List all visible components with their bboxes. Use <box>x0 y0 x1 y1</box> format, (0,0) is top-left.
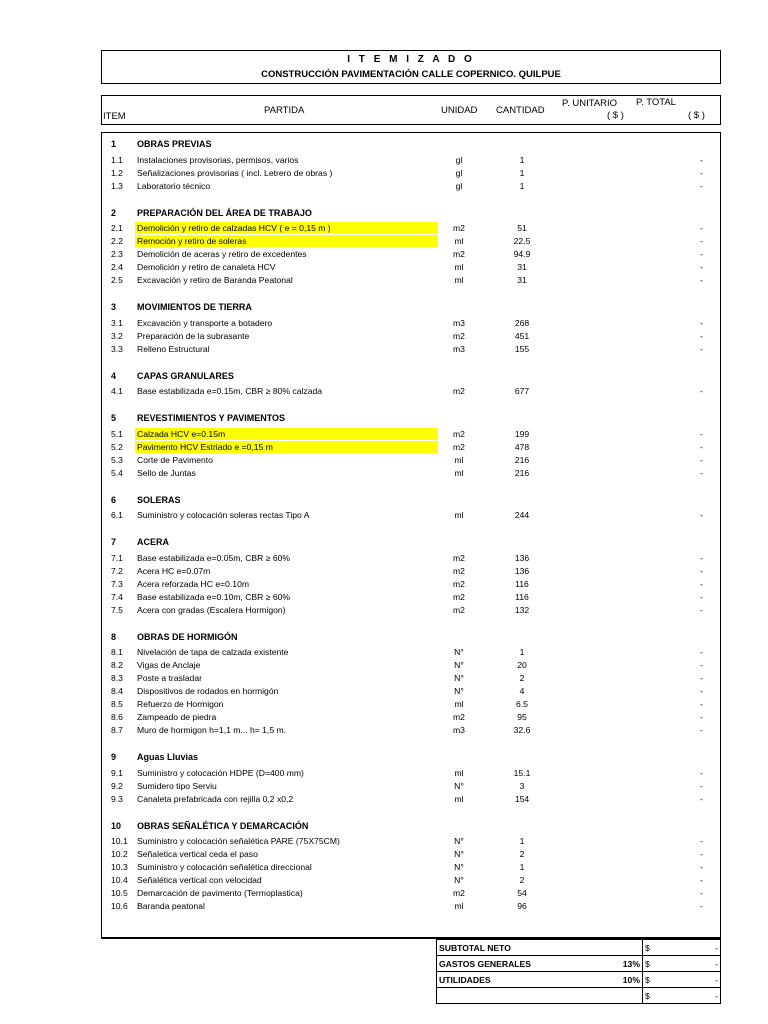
item-number: 2.1 <box>111 223 123 233</box>
item-unit: ml <box>454 467 464 478</box>
item-unit: N° <box>454 849 464 859</box>
item-number: 10 <box>111 820 122 831</box>
item-number: 6.1 <box>111 510 123 520</box>
item-total: - <box>700 699 703 709</box>
item-description: Base estabilizada e=0.05m, CBR ≥ 60% <box>137 552 291 563</box>
item-number: 8 <box>111 631 117 642</box>
item-unit: m2 <box>453 712 465 722</box>
item-number: 9 <box>111 752 117 762</box>
table-row <box>102 659 722 672</box>
item-total: - <box>700 565 703 576</box>
item-unit: ml <box>454 793 464 804</box>
table-row <box>102 724 722 737</box>
table-row <box>102 604 722 617</box>
currency-symbol: $ <box>644 958 650 969</box>
item-number: 1.2 <box>111 167 123 178</box>
item-description: Acera HC e=0.07m <box>137 565 211 576</box>
item-unit: m2 <box>453 386 465 396</box>
summary-row <box>437 940 721 956</box>
table-row <box>102 317 722 330</box>
item-description: Acera reforzada HC e=0.10m <box>137 578 250 589</box>
item-quantity: 51 <box>517 223 527 233</box>
item-quantity: 136 <box>514 552 530 563</box>
item-number: 8.7 <box>111 725 123 735</box>
item-quantity: 116 <box>515 578 529 589</box>
item-unit: gl <box>455 180 463 191</box>
project-name: CONSTRUCCIÓN PAVIMENTACIÓN CALLE COPERNICO. QUILPUE <box>261 69 561 80</box>
item-description: Excavación y transporte a botadero <box>137 317 273 328</box>
item-number: 6 <box>111 494 117 505</box>
item-quantity: 31 <box>517 262 527 272</box>
section-row <box>102 370 722 383</box>
item-total: - <box>700 725 703 735</box>
item-quantity: 216 <box>514 467 530 478</box>
summary-value <box>642 988 720 1004</box>
section-title: MOVIMIENTOS DE TIERRA <box>137 302 252 312</box>
item-unit: m2 <box>453 428 465 439</box>
item-quantity: 2 <box>519 673 525 683</box>
table-row <box>102 552 722 565</box>
section-row <box>102 301 722 314</box>
item-unit: N° <box>454 836 464 846</box>
table-row <box>102 874 722 887</box>
table-row <box>102 167 722 180</box>
item-quantity: 96 <box>517 901 527 911</box>
item-quantity: 1 <box>519 862 525 872</box>
table-row <box>102 565 722 578</box>
item-description: Suministro y colocación señalética direccional <box>137 862 312 872</box>
item-description: Sello de Juntas <box>137 467 196 478</box>
item-total: - <box>700 591 703 602</box>
item-number: 10.2 <box>111 849 128 859</box>
table-row <box>102 848 722 861</box>
item-unit: ml <box>454 454 464 465</box>
item-quantity: 3 <box>519 780 525 791</box>
section-row <box>102 412 722 425</box>
item-number: 9.2 <box>111 780 123 791</box>
item-total: - <box>700 673 703 683</box>
item-number: 5.3 <box>111 454 123 465</box>
item-description: Pavimento HCV Estriado e =0,15 m <box>137 441 273 452</box>
section-title: Aguas Lluvias <box>137 752 199 762</box>
item-unit: m2 <box>453 249 465 259</box>
item-number: 8.5 <box>111 699 123 709</box>
item-number: 7.5 <box>111 604 123 615</box>
item-number: 3.1 <box>111 317 123 328</box>
item-description: Dispositivos de rodados en hormigón <box>137 686 279 696</box>
item-number: 10.1 <box>111 836 128 846</box>
table-row <box>102 261 722 274</box>
header-unidad: UNIDAD <box>441 105 478 116</box>
item-number: 7.4 <box>111 591 123 602</box>
item-quantity: 1 <box>519 167 525 178</box>
section-title: PREPARACIÓN DEL ÁREA DE TRABAJO <box>137 207 312 218</box>
table-row <box>102 698 722 711</box>
table-row <box>102 235 722 248</box>
item-description: Baranda peatonal <box>137 901 205 911</box>
item-description: Instalaciones provisorias, permisos, varios <box>137 154 299 165</box>
table-row <box>102 646 722 659</box>
item-number: 5.1 <box>111 428 123 439</box>
item-total: - <box>700 262 703 272</box>
item-total: - <box>700 552 703 563</box>
item-description: Refuerzo de Hormigon <box>137 699 224 709</box>
item-total: - <box>700 330 703 341</box>
header-p-total: P. TOTAL <box>636 97 676 108</box>
item-total: - <box>700 223 703 233</box>
item-total: - <box>700 180 703 191</box>
item-quantity: 2 <box>519 849 525 859</box>
item-quantity: 94.9 <box>513 249 531 259</box>
item-quantity: 1 <box>519 836 525 846</box>
table-row <box>102 428 722 441</box>
summary-amount: - <box>715 990 718 1001</box>
item-unit: m2 <box>453 578 465 589</box>
summary-percent: 13% <box>622 958 640 969</box>
item-unit: m2 <box>453 330 465 341</box>
table-row <box>102 900 722 913</box>
item-number: 2.4 <box>111 262 123 272</box>
item-description: Señalizaciones provisorias ( incl. Letrero de obras ) <box>137 167 333 178</box>
item-description: Nivelación de tapa de calzada existente <box>137 647 289 657</box>
item-number: 1 <box>111 139 117 149</box>
section-title: ACERA <box>137 537 170 547</box>
summary-row <box>437 956 721 972</box>
item-total: - <box>700 386 703 396</box>
item-number: 7.3 <box>111 578 123 589</box>
item-description: Poste a trasladar <box>137 673 202 683</box>
item-total: - <box>700 849 703 859</box>
item-number: 4 <box>111 370 117 381</box>
summary-amount: - <box>715 942 718 953</box>
item-unit: m2 <box>453 888 465 898</box>
table-row <box>102 180 722 193</box>
item-quantity: 22.5 <box>513 236 531 246</box>
table-row <box>102 711 722 724</box>
title-box <box>101 50 721 84</box>
item-total: - <box>700 712 703 722</box>
item-number: 3.2 <box>111 330 123 341</box>
section-title: OBRAS PREVIAS <box>137 139 212 149</box>
item-quantity: 1 <box>519 154 525 165</box>
item-unit: m3 <box>453 725 465 735</box>
item-description: Sumidero tipo Serviu <box>137 780 217 791</box>
item-quantity: 199 <box>514 428 530 439</box>
summary-label-text: SUBTOTAL NETO <box>439 942 511 953</box>
header-p-total-unit: ( $ ) <box>688 110 705 121</box>
item-quantity: 677 <box>514 386 530 396</box>
item-number: 10.3 <box>111 862 128 872</box>
item-description: Laboratorio técnico <box>137 180 211 191</box>
item-number: 2.5 <box>111 275 123 285</box>
header-item: ITEM <box>103 111 126 122</box>
item-total: - <box>700 780 703 791</box>
item-number: 1.3 <box>111 180 123 191</box>
item-quantity: 15.1 <box>513 767 531 778</box>
item-number: 3 <box>111 302 117 312</box>
summary-row <box>437 972 721 988</box>
item-total: - <box>700 901 703 911</box>
item-description: Muro de hormigon h=1,1 m... h= 1,5 m. <box>137 725 287 735</box>
item-quantity: 132 <box>514 604 530 615</box>
item-total: - <box>700 154 703 165</box>
item-total: - <box>700 343 703 354</box>
item-number: 10.4 <box>111 875 128 885</box>
item-quantity: 1 <box>519 647 525 657</box>
item-number: 3.3 <box>111 343 123 354</box>
summary-table <box>436 939 721 1004</box>
item-unit: m3 <box>453 343 465 354</box>
item-unit: m3 <box>453 317 465 328</box>
item-unit: ml <box>454 510 464 520</box>
item-total: - <box>700 236 703 246</box>
header-cantidad: CANTIDAD <box>496 105 545 116</box>
table-row <box>102 861 722 874</box>
item-number: 2.3 <box>111 249 123 259</box>
section-title: OBRAS SEÑALÉTICA Y DEMARCACIÓN <box>137 820 309 831</box>
currency-symbol: $ <box>644 990 650 1001</box>
item-description: Calzada HCV e=0.15m <box>137 428 226 439</box>
item-quantity: 216 <box>514 454 530 465</box>
item-quantity: 31 <box>517 275 527 285</box>
item-description: Remoción y retiro de soleras <box>137 236 247 246</box>
item-number: 2.2 <box>111 236 123 246</box>
summary-amount: - <box>715 974 718 985</box>
table-row <box>102 509 722 522</box>
summary-label <box>437 940 643 956</box>
item-description: Vigas de Anclaje <box>137 660 201 670</box>
item-description: Demolición y retiro de calzadas HCV ( e = 0,15 m ) <box>137 223 331 233</box>
table-row <box>102 248 722 261</box>
table-row <box>102 793 722 806</box>
header-p-unitario: P. UNITARIO <box>562 98 618 109</box>
item-unit: ml <box>454 262 464 272</box>
section-row <box>102 138 722 151</box>
item-number: 5.2 <box>111 441 123 452</box>
section-title: OBRAS DE HORMIGÓN <box>137 631 238 642</box>
table-row <box>102 578 722 591</box>
item-description: Suministro y colocación HDPE (D=400 mm) <box>137 767 304 778</box>
item-number: 10.6 <box>111 901 128 911</box>
item-quantity: 268 <box>514 317 530 328</box>
item-unit: N° <box>454 875 464 885</box>
item-description: Corte de Pavimento <box>137 454 213 465</box>
item-total: - <box>700 428 703 439</box>
item-total: - <box>700 454 703 465</box>
item-description: Demolición de aceras y retiro de excedentes <box>137 249 307 259</box>
item-number: 2 <box>111 207 117 218</box>
item-unit: m2 <box>453 441 465 452</box>
section-row <box>102 820 722 833</box>
items-table <box>101 132 721 939</box>
item-number: 7 <box>111 537 117 547</box>
table-row <box>102 454 722 467</box>
table-row <box>102 154 722 167</box>
item-quantity: 32.6 <box>513 725 531 735</box>
summary-label <box>437 956 643 972</box>
table-row <box>102 222 722 235</box>
summary-label <box>437 988 643 1004</box>
item-unit: N° <box>454 673 464 683</box>
item-total: - <box>700 467 703 478</box>
table-row <box>102 835 722 848</box>
item-description: Demarcación de pavimento (Termoplastica) <box>137 888 303 898</box>
summary-value <box>642 972 720 988</box>
column-header <box>101 95 721 125</box>
item-quantity: 1 <box>519 180 525 191</box>
item-total: - <box>700 647 703 657</box>
item-number: 7.2 <box>111 565 123 576</box>
table-row <box>102 385 722 398</box>
item-unit: N° <box>454 686 464 696</box>
item-unit: gl <box>455 154 463 165</box>
currency-symbol: $ <box>644 942 650 953</box>
currency-symbol: $ <box>644 974 650 985</box>
item-description: Base estabilizada e=0.10m, CBR ≥ 60% <box>137 591 291 602</box>
item-number: 5.4 <box>111 467 123 478</box>
item-description: Demolición y retiro de canaleta HCV <box>137 262 276 272</box>
section-title: SOLERAS <box>137 494 181 505</box>
item-description: Canaleta prefabricada con rejilla 0,2 x0,2 <box>137 793 294 804</box>
item-quantity: 136 <box>514 565 530 576</box>
item-unit: m2 <box>453 223 465 233</box>
item-quantity: 244 <box>514 510 530 520</box>
item-number: 4.1 <box>111 386 123 396</box>
summary-row <box>437 988 721 1004</box>
item-quantity: 116 <box>515 591 529 602</box>
table-row <box>102 887 722 900</box>
item-number: 8.6 <box>111 712 123 722</box>
item-unit: N° <box>454 862 464 872</box>
item-unit: N° <box>454 647 464 657</box>
item-unit: ml <box>454 275 464 285</box>
item-total: - <box>700 275 703 285</box>
item-number: 5 <box>111 413 117 423</box>
item-unit: N° <box>454 660 464 670</box>
item-description: Base estabilizada e=0.15m, CBR ≥ 80% calzada <box>137 386 323 396</box>
item-number: 1.1 <box>111 154 123 165</box>
item-total: - <box>700 317 703 328</box>
table-row <box>102 780 722 793</box>
item-description: Señaletica vertical ceda el paso <box>137 849 258 859</box>
item-total: - <box>700 875 703 885</box>
item-number: 8.4 <box>111 686 123 696</box>
section-row <box>102 207 722 220</box>
item-quantity: 451 <box>514 330 530 341</box>
item-total: - <box>700 660 703 670</box>
item-description: Señalética vertical con velocidad <box>137 875 262 885</box>
item-unit: m2 <box>453 591 465 602</box>
item-total: - <box>700 441 703 452</box>
item-unit: m2 <box>453 552 465 563</box>
summary-label-text: UTILIDADES <box>439 974 491 985</box>
section-row <box>102 631 722 644</box>
item-unit: ml <box>454 767 464 778</box>
summary-value <box>642 940 720 956</box>
item-unit: ml <box>454 699 464 709</box>
item-quantity: 155 <box>514 343 530 354</box>
summary-label <box>437 972 643 988</box>
item-unit: ml <box>454 901 464 911</box>
item-total: - <box>700 249 703 259</box>
item-number: 8.3 <box>111 673 123 683</box>
section-row <box>102 536 722 549</box>
item-unit: m2 <box>453 604 465 615</box>
item-number: 9.3 <box>111 793 123 804</box>
item-quantity: 6.5 <box>516 699 528 709</box>
item-description: Excavación y retiro de Baranda Peatonal <box>137 275 293 285</box>
item-number: 10.5 <box>111 888 128 898</box>
section-row <box>102 494 722 507</box>
item-unit: ml <box>454 236 464 246</box>
item-number: 7.1 <box>111 552 123 563</box>
item-quantity: 20 <box>517 660 527 670</box>
item-description: Suministro y colocación soleras rectas Tipo A <box>137 510 310 520</box>
item-total: - <box>700 604 703 615</box>
item-quantity: 54 <box>517 888 527 898</box>
table-row <box>102 330 722 343</box>
item-description: Suministro y colocación señalética PARE (75X75CM) <box>137 836 340 846</box>
table-row <box>102 685 722 698</box>
table-row <box>102 672 722 685</box>
header-p-unitario-unit: ( $ ) <box>607 110 624 121</box>
item-quantity: 154 <box>514 793 530 804</box>
item-number: 8.2 <box>111 660 123 670</box>
item-unit: m2 <box>453 565 465 576</box>
section-row <box>102 751 722 764</box>
item-number: 9.1 <box>111 767 123 778</box>
table-row <box>102 591 722 604</box>
header-partida: PARTIDA <box>264 105 305 116</box>
summary-label-text: GASTOS GENERALES <box>439 958 532 969</box>
table-row <box>102 441 722 454</box>
item-unit: gl <box>455 167 463 178</box>
table-row <box>102 274 722 287</box>
summary-value <box>642 956 720 972</box>
item-total: - <box>700 888 703 898</box>
item-quantity: 2 <box>519 875 525 885</box>
item-total: - <box>700 686 703 696</box>
section-title: REVESTIMIENTOS Y PAVIMENTOS <box>137 413 286 423</box>
item-total: - <box>700 510 703 520</box>
summary-amount: - <box>715 958 718 969</box>
document-title: I T E M I Z A D O <box>347 54 475 65</box>
item-total: - <box>700 836 703 846</box>
table-row <box>102 343 722 356</box>
item-quantity: 4 <box>519 686 525 696</box>
section-title: CAPAS GRANULARES <box>137 370 234 381</box>
item-total: - <box>700 578 703 589</box>
item-description: Relleno Estructural <box>137 343 210 354</box>
item-quantity: 478 <box>514 441 530 452</box>
item-quantity: 95 <box>517 712 527 722</box>
table-row <box>102 467 722 480</box>
item-total: - <box>700 767 703 778</box>
item-description: Preparación de la subrasante <box>137 330 250 341</box>
item-total: - <box>700 862 703 872</box>
item-description: Zampeado de piedra <box>137 712 217 722</box>
item-number: 8.1 <box>111 647 123 657</box>
summary-percent: 10% <box>622 974 640 985</box>
table-row <box>102 767 722 780</box>
item-unit: N° <box>454 780 464 791</box>
item-total: - <box>700 167 703 178</box>
item-total: - <box>700 793 703 804</box>
item-description: Acera con gradas (Escalera Hormigon) <box>137 604 286 615</box>
